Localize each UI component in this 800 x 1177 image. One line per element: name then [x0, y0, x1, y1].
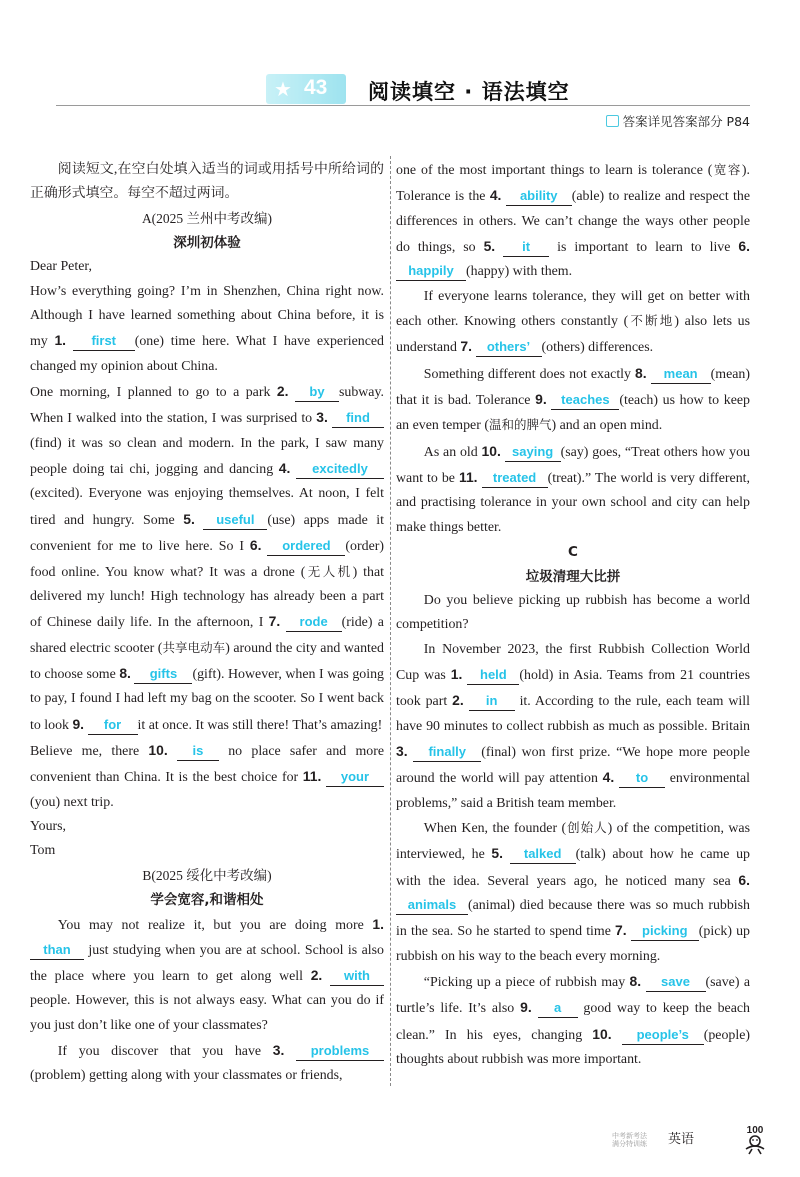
blank-b4[interactable]: ability [506, 187, 572, 206]
footer-series-line-1: 中考新考法 [612, 1132, 647, 1140]
blank-a10[interactable]: is [177, 742, 219, 761]
blank-a8[interactable]: gifts [134, 665, 192, 684]
passage-b-paragraph-1: You may not realize it, but you are doing more 1. than just studying when you are at school. School is also the place where you learn to get along well 2. with people. However, this is not always easy. What can you do if you just don’t like one of your classmates? [30, 916, 384, 1033]
blank-b9[interactable]: teaches [551, 391, 619, 410]
page-number-badge [266, 74, 346, 104]
passage-c-paragraph-3: When Ken, the founder (创始人) of the competition, was interviewed, he 5. talked (talk) about how he came up with the idea. Several years ago, he noticed many sea 6. animals (animal) died because there was so much rubbish in the sea. So he started to spend time 7. picking (pick) up rubbish on his way to the beach every morning. [396, 819, 750, 964]
blank-c9[interactable]: a [538, 999, 578, 1018]
blank-c3[interactable]: finally [413, 743, 481, 762]
badge-number: 43 [304, 76, 328, 99]
blank-c1[interactable]: held [467, 666, 519, 685]
passage-a-paragraph-3: Believe me, there 10. is no place safer and more convenient than China. It is the best choice for 11. your(you) next trip. [30, 741, 385, 810]
blank-a5[interactable]: useful [203, 511, 267, 530]
passage-c-paragraph-1: Do you believe picking up rubbish has become a world competition? [396, 592, 750, 633]
blank-b8[interactable]: mean [651, 365, 711, 384]
passage-b-title: 学会宽容,和谐相处 [150, 891, 264, 908]
blank-c5[interactable]: talked [510, 845, 576, 864]
blank-c2[interactable]: in [469, 692, 515, 711]
book-icon [606, 115, 619, 127]
page-footer [0, 1122, 800, 1162]
blank-a1[interactable]: first [73, 332, 135, 351]
passage-b-paragraph-3: If everyone learns tolerance, they will get on better with each other. Knowing others constantly (不断地) also lets us understand 7. others’ (others) differences. [396, 288, 750, 356]
passage-c-paragraph-4: “Picking up a piece of rubbish may 8. save (save) a turtle’s life. It’s also 9. a good way to keep the beach clean.” In his eyes, changing 10. people’s (people) thoughts about rubbish was more important. [396, 973, 750, 1068]
blank-b7[interactable]: others’ [476, 338, 542, 357]
blank-c10[interactable]: people’s [622, 1026, 704, 1045]
blank-b1[interactable]: than [30, 941, 84, 960]
passage-c-label: C [568, 544, 578, 561]
blank-c6[interactable]: animals [396, 896, 468, 915]
letter-closing: Yours, [30, 818, 67, 834]
passage-c-title: 垃圾清理大比拼 [525, 568, 621, 585]
mascot-logo-icon [740, 1122, 770, 1161]
page-header [0, 72, 800, 129]
blank-c4[interactable]: to [619, 769, 665, 788]
right-column [396, 158, 750, 1072]
passage-b-paragraph-2: If you discover that you have 3. problems (problem) getting along with your classmates or friends, [30, 1038, 384, 1089]
logo-text: 100 [746, 1125, 764, 1136]
passage-a-source: A(2025 兰州中考改编) [141, 210, 273, 226]
blank-a11[interactable]: your [326, 768, 384, 787]
blank-b2[interactable]: with [330, 967, 384, 986]
instructions-text: 阅读短文,在空白处填入适当的词或用括号中所给词的正确形式填空。每空不超过两词。 [30, 162, 384, 202]
blank-b6[interactable]: happily [396, 262, 466, 281]
footer-subject: 英语 [668, 1132, 695, 1147]
left-column [30, 158, 384, 1089]
blank-c8[interactable]: save [646, 973, 706, 992]
passage-a-title: 深圳初体验 [173, 235, 241, 252]
answer-reference [606, 112, 750, 130]
blank-b5[interactable]: it [503, 238, 549, 257]
passage-b-paragraph-5: As an old 10. saying (say) goes, “Treat others how you want to be 11. treated (treat).” The world is very different, and practising tolerance in your own school and city can help make things better. [396, 442, 751, 535]
blank-a6[interactable]: ordered [267, 537, 345, 556]
passage-a-paragraph-2: One morning, I planned to go to a park 2. by subway. When I walked into the station, I was surprised to 3. find(find) it was so clean and modern. In the park, I saw many people doing tai chi, jogging and dancing 4. excitedly(excited). Everyone was enjoying themselves. At noon, I felt tired and hungry. Some 5. useful (use) apps made it convenient for me to live here. So I 6. ordered (order) food online. You know what? It was a drone (无人机) that delivered my lunch! High technology has already been a part of Chinese daily life. In the afternoon, I 7. rode (ride) a shared electric scooter (共享电动车) around the city and wanted to choose some 8. gifts (gift). However, when I was going to pay, I found I had left my bag on the scooter. So I went back to look 9. for it at once. It was still there! That’s amazing! [30, 383, 384, 733]
footer-series-text [612, 1132, 647, 1148]
passage-c-paragraph-2: In November 2023, the first Rubbish Collection World Cup was 1. held (hold) in Asia. Teams from 21 countries took part 2. in it. According to the rule, each team will have 90 minutes to collect rubbish as much as possible. Britain 3. finally (final) won first prize. “We hope more people around the world will pay attention 4. to environmental problems,” said a British team member. [396, 641, 750, 811]
letter-signature: Tom [30, 843, 56, 859]
blank-a7[interactable]: rode [286, 613, 342, 632]
passage-a-paragraph-1: How’s everything going? I’m in Shenzhen, China right now. Although I have learned something about China before, it is my 1. first (one) time here. What I have experienced changed my opinion about China. [30, 283, 384, 374]
letter-greeting: Dear Peter, [30, 259, 92, 275]
passage-b-source: B(2025 绥化中考改编) [142, 867, 272, 883]
blank-b10[interactable]: saying [505, 443, 561, 462]
footer-series-line-2: 满分特训练 [612, 1140, 647, 1148]
answer-reference-text: 答案详见答案部分 P84 [622, 114, 750, 129]
blank-a9[interactable]: for [88, 716, 138, 735]
instructions [30, 158, 384, 207]
page-title: 阅读填空 · 语法填空 [368, 80, 570, 104]
column-divider [390, 156, 391, 1086]
blank-b11[interactable]: treated [482, 469, 548, 488]
blank-b3[interactable]: problems [296, 1042, 384, 1061]
passage-b-paragraph-2-cont: one of the most important things to learn is tolerance (宽容). Tolerance is the 4. ability (able) to realize and respect the differences in others. We can’t change the ways other people do things, so 5. it is important to learn to live 6. happily (happy) with them. [396, 162, 750, 280]
header-rule [56, 105, 750, 106]
passage-b-paragraph-4: Something different does not exactly 8. mean (mean) that it is bad. Tolerance 9. teaches (teach) us how to keep an even temper (温和的脾气) and an open mind. [396, 364, 750, 434]
star-icon: ★ [274, 77, 292, 101]
blank-a3[interactable]: find [332, 409, 384, 428]
blank-a4[interactable]: excitedly [296, 460, 384, 479]
blank-a2[interactable]: by [295, 383, 339, 402]
blank-c7[interactable]: picking [631, 922, 699, 941]
